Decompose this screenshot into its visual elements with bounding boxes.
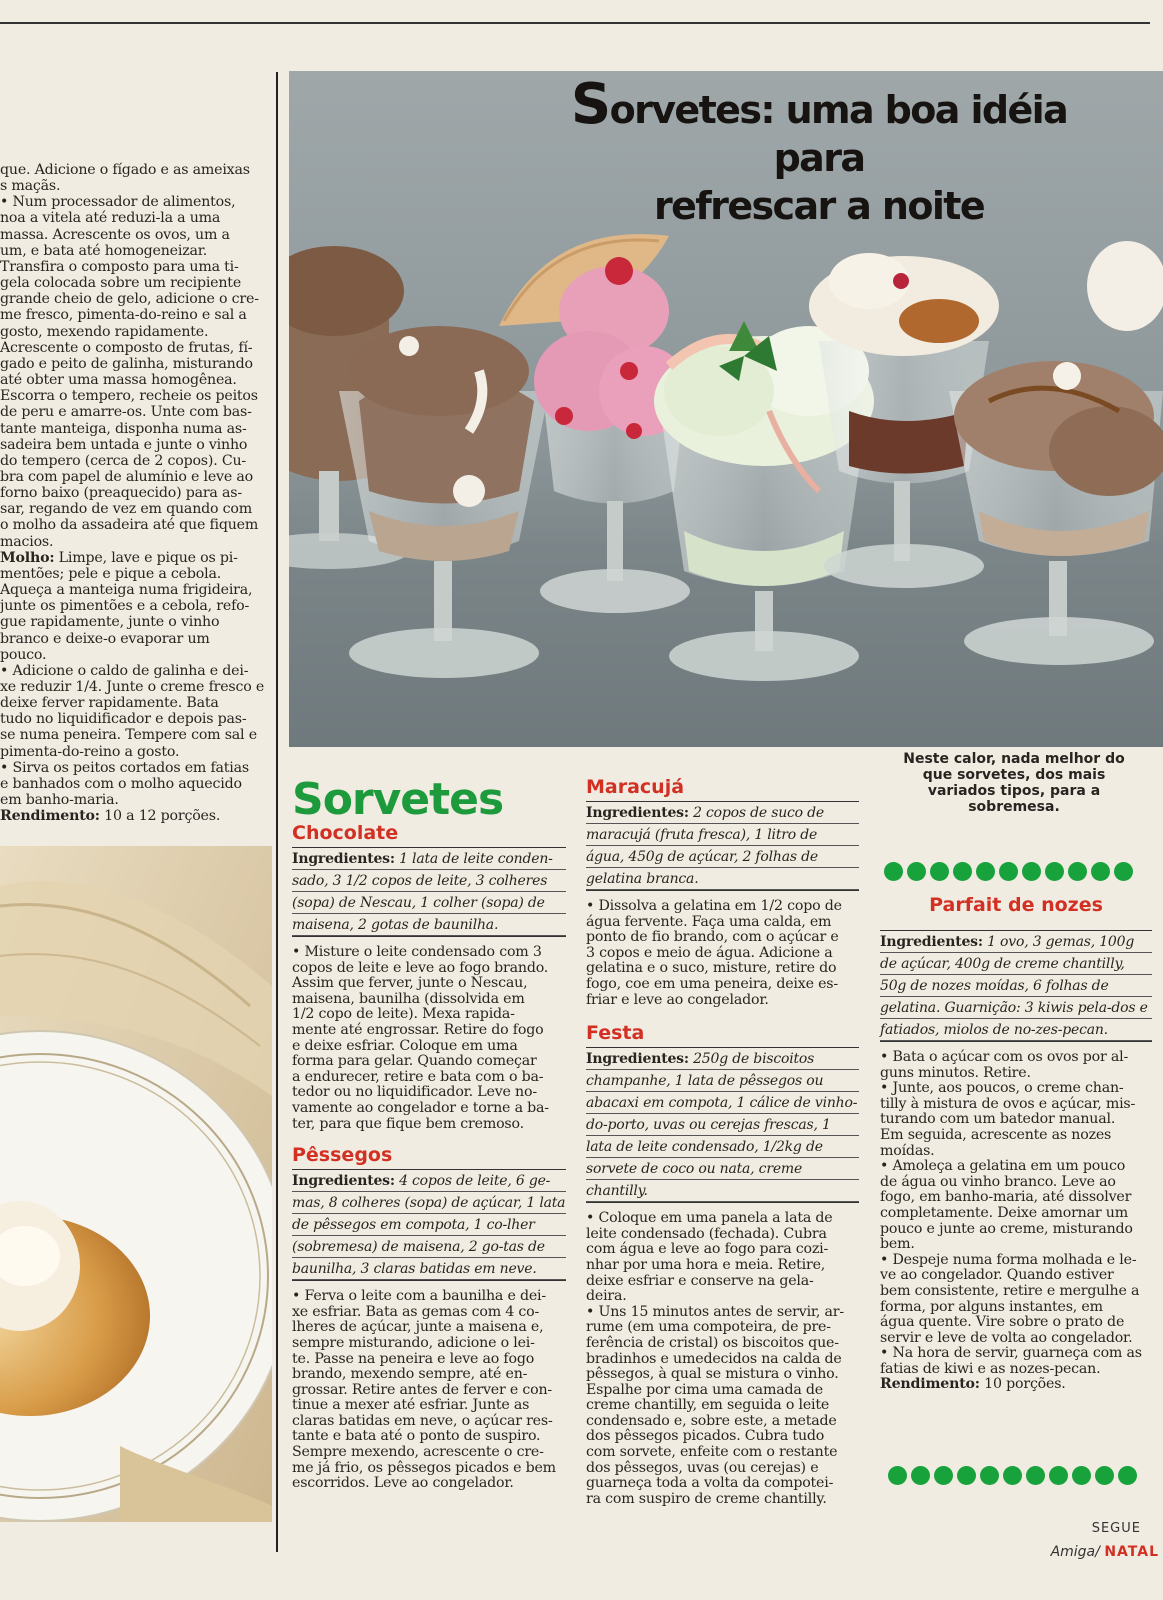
dot [1091, 862, 1110, 881]
rendimento-text: 10 a 12 porções. [99, 808, 221, 825]
left-column-body: que. Adicione o fígado e as ameixas s maçãs. • Num processador de alimentos, noa a vitela até reduzi-la a uma massa. Acrescente os ovos, um a um, e bata até homogeneizar. Transfira o composto para uma ti- gela colocada sobre um recipiente grande cheio de gelo, adicione o cre- me fresco, pimenta-do-reino e sal a gosto, mexendo rapidamente. Acrescente o composto de frutas, fí- gado e peito de galinha, misturando até obter uma massa homogênea. Escorra o tempero, recheie os peitos de peru e amarre-os. Unte com bas- tante manteiga, disponha numa as- sadeira bem untada e junte o vinho do tempero (cerca de 2 copos). Cu- bra com papel de alumínio e leve ao forno baixo (preaquecido) para as- sar, regando de vez em quando com o molho da assadeira até que fiquem macios. [0, 162, 259, 550]
molho-label: Molho: [0, 549, 55, 566]
pessegos-title: Pêssegos [292, 1144, 393, 1167]
dot [1045, 862, 1064, 881]
parfait-title: Parfait de nozes [929, 894, 1103, 916]
dot [930, 862, 949, 881]
chocolate-title: Chocolate [292, 822, 399, 844]
hero-title-cap: S [570, 72, 610, 137]
parfait-method: • Bata o açúcar com os ovos por al- guns minutos. Retire. • Junte, aos poucos, o creme chan- tilly à mistura de ovos e açúcar, mis- turando com um batedor manual. Em seguida, acrescente as nozes moídas. • Amoleça a gelatina em um pouco de água ou vinho branco. Leve ao fogo, em banho-maria, até dissolver completamente. Deixe amornar um pouco e junte ao creme, misturando bem. • Despeje numa forma molhada e le- ve ao congelador. Quando estiver bem consistente, retire e mergulhe a forma, por alguns instantes, em água quente. Vire sobre o prato de servir e leve de volta ao congelador. • Na hora de servir, guarneça com as fatias de kiwi e as nozes-pecan. [880, 1049, 1142, 1377]
maracuja-ingredients [586, 801, 859, 891]
dot [1022, 862, 1041, 881]
green-dots-top [884, 862, 1133, 882]
dot [1026, 1466, 1045, 1485]
dot [1095, 1466, 1114, 1485]
molho-text: Limpe, lave e pique os pi- mentões; pele e pique a cebola. Aqueça a manteiga numa frigideira, junte os pimentões e a cebola, refo- gue rapidamente, junte o vinho branco e deixe-o evaporar um pouco. • Adicione o caldo de galinha e dei- xe reduzir 1/4. Junte o creme fresco e deixe ferver rapidamente. Bata tudo no liquidificador e depois pas- se numa peneira. Tempere com sal e pimenta-do-reino a gosto. • Sirva os peitos cortados em fatias e banhados com o molho aquecido em banho-maria. [0, 549, 265, 809]
dot [1114, 862, 1133, 881]
ingredientes-label: Ingredientes: [292, 851, 395, 867]
parfait-ingredients-text: 1 ovo, 3 gemas, 100g de açúcar, 400g de creme chantilly, 50g de nozes moídas, 6 folhas de gelatina. Guarnição: 3 kiwis pela-dos e fatiados, miolos de no-zes-pecan. [880, 934, 1148, 1038]
left-column-text [0, 162, 268, 824]
column-3 [586, 776, 859, 1507]
rendimento-label: Rendimento: [0, 808, 100, 825]
ingredientes-label: Ingredientes: [880, 934, 983, 950]
dot [957, 1466, 976, 1485]
ingredientes-label: Ingredientes: [586, 1051, 689, 1068]
dot [934, 1466, 953, 1485]
top-rule [0, 22, 1150, 24]
dot [1118, 1466, 1137, 1485]
dot [980, 1466, 999, 1485]
dot [1068, 862, 1087, 881]
chocolate-ingredients-text: 1 lata de leite conden-sado, 3 1/2 copos de leite, 3 colheres (sopa) de Nescau, 1 colher (sopa) de maisena, 2 gotas de baunilha. [292, 851, 553, 933]
dot [884, 862, 903, 881]
page-title: Sorvetes [292, 774, 504, 825]
festa-title: Festa [586, 1022, 645, 1045]
parfait-ingredients [880, 930, 1152, 1042]
dot [976, 862, 995, 881]
section-name: NATAL [1104, 1544, 1159, 1560]
dot [907, 862, 926, 881]
ingredientes-label: Ingredientes: [292, 1173, 395, 1190]
maracuja-title: Maracujá [586, 776, 685, 798]
photo-caption: Neste calor, nada melhor do que sorvetes, dos mais variados tipos, para a sobremesa. [903, 751, 1125, 815]
dot [1049, 1466, 1068, 1485]
chocolate-method: • Misture o leite condensado com 3 copos de leite e leve ao fogo brando. Assim que ferver, junte o Nescau, maisena, baunilha (dissolvida em 1/2 copo de leite). Mexa rapida- mente até engrossar. Retire do fogo e deixe esfriar. Coloque em uma forma para gelar. Quando começar a endurecer, retire e bata com o ba- tedor ou no liquidificador. Leve no- vamente ao congelador e torne a ba- ter, para que fique bem cremoso. [292, 944, 549, 1132]
festa-method: • Coloque em uma panela a lata de leite condensado (fechada). Cubra com água e leve ao fogo para cozi- nhar por uma hora e meia. Retire, deixe esfriar e conserve na gela- deira. • Uns 15 minutos antes de servir, ar- rume (em uma compoteira, de pre- ferência de cristal) os biscoitos que- bradinhos e umedecidos na calda de pêssegos, à qual se mistura o vinho. Espalhe por cima uma camada de creme chantilly, em seguida o leite condensado e, sobre este, a metade dos pêssegos picados. Cubra tudo com sorvete, enfeite com o restante dos pêssegos, uvas (ou cerejas) e guarneça toda a volta da compotei- ra com suspiro de creme chantilly. [586, 1210, 844, 1507]
hero-title-line1: orvetes: uma boa idéia para [609, 88, 1068, 180]
dot [888, 1466, 907, 1485]
magazine-name: Amiga/ [1050, 1544, 1100, 1560]
magazine-footer [1051, 1544, 1159, 1560]
chocolate-ingredients [292, 847, 566, 937]
ingredientes-label: Ingredientes: [586, 805, 689, 821]
pessegos-method: • Ferva o leite com a baunilha e dei- xe esfriar. Bata as gemas com 4 co- lheres de açúcar, junte a maisena e, sempre misturando, adicione o lei- te. Passe na peneira e leve ao fogo brando, mexendo sempre, até en- grossar. Retire antes de ferver e con- tinue a mexer até esfriar. Junte as claras batidas em neve, o açúcar res- tante e bata até o ponto de suspiro. Sempre mexendo, acrescente o cre- me já frio, os pêssegos picados e bem escorridos. Leve ao congelador. [292, 1288, 556, 1492]
festa-ingredients [586, 1047, 859, 1203]
dot [1003, 1466, 1022, 1485]
green-dots-bottom [888, 1466, 1137, 1486]
parfait-rendimento-label: Rendimento: [880, 1376, 980, 1393]
hero-title-line2: refrescar a noite [653, 184, 985, 228]
continue-label: SEGUE [1091, 1521, 1141, 1536]
pessegos-ingredients-text: 4 copos de leite, 6 ge-mas, 8 colheres (sopa) de açúcar, 1 lata de pêssegos em compota, 1 co-lher (sobremesa) de maisena, 2 go-tas de baunilha, 3 claras batidas em neve. [292, 1173, 566, 1278]
dot [953, 862, 972, 881]
festa-ingredients-text: 250g de biscoitos champanhe, 1 lata de pêssegos ou abacaxi em compota, 1 cálice de vinho-do-porto, uvas ou cerejas frescas, 1 lata de leite condensado, 1/2kg de sorvete de coco ou nata, creme chantilly. [586, 1051, 858, 1200]
maracuja-method: • Dissolva a gelatina em 1/2 copo de água fervente. Faça uma calda, em ponto de fio brando, com o açúcar e 3 copos e meio de água. Adicione a gelatina e o suco, misture, retire do fogo, coe em uma peneira, deixe es- friar e leve ao congelador. [586, 898, 842, 1008]
pessegos-ingredients [292, 1169, 566, 1281]
column-4 [880, 894, 1152, 1393]
dot [911, 1466, 930, 1485]
column-rule [276, 72, 278, 1552]
maracuja-ingredients-text: 2 copos de suco de maracujá (fruta fresca), 1 litro de água, 450g de açúcar, 2 folhas de gelatina branca. [586, 805, 824, 887]
dot [999, 862, 1018, 881]
hero-title [539, 72, 1099, 230]
plate-illustration [0, 846, 272, 1522]
hero-photo [289, 71, 1163, 747]
dot [1072, 1466, 1091, 1485]
parfait-rendimento [880, 1377, 1152, 1393]
column-2 [292, 776, 566, 1492]
parfait-rendimento-text: 10 porções. [979, 1376, 1066, 1393]
plate-photo [0, 846, 272, 1522]
